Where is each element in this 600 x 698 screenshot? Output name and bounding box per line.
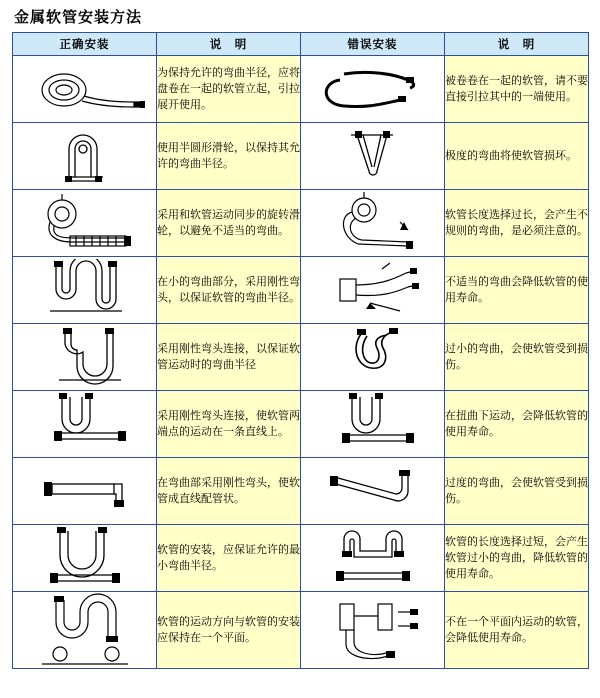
rigid-elbow-at-small-bend-figure [13, 259, 156, 321]
wrong-description-cell: 被卷卷在一起的软管，请不要直接引拉其中的一端使用。 [445, 56, 589, 123]
table-row [13, 592, 589, 669]
hose-over-semicircular-sheave-figure [13, 127, 156, 185]
table-row [13, 123, 589, 190]
table-row [13, 324, 589, 391]
table-header-row [13, 33, 589, 56]
hose-too-long-small-bend-figure [301, 527, 444, 589]
column-header-wrong-description: 说 明 [445, 33, 589, 56]
correct-figure-cell [13, 190, 157, 257]
twisting-motion-figure [301, 393, 444, 455]
column-header-correct-install: 正确安装 [13, 33, 157, 56]
correct-description-cell: 在弯曲部采用刚性弯头，使软管成直线配管状。 [157, 458, 301, 525]
wrong-figure-cell [301, 257, 445, 324]
correct-description-cell: 软管的运动方向与软管的安装应保持在一个平面。 [157, 592, 301, 669]
correct-description-cell: 采用刚性弯头连接，以保证软管运动时的弯曲半径 [157, 324, 301, 391]
wrong-description-cell: 软管长度选择过长，会产生不规则的弯曲，是必须注意的。 [445, 190, 589, 257]
hose-sharp-v-bend-figure [301, 127, 444, 185]
wrong-description-cell: 不适当的弯曲会降低软管的使用寿命。 [445, 257, 589, 324]
table-row [13, 525, 589, 592]
correct-figure-cell [13, 56, 157, 123]
wrong-figure-cell [301, 324, 445, 391]
motion-direction-same-plane-figure [13, 592, 156, 668]
correct-description-cell: 在小的弯曲部分，采用刚性弯头，以保证软管的弯曲半径。 [157, 257, 301, 324]
improper-bend-reduces-life-figure [301, 259, 444, 321]
correct-figure-cell [13, 458, 157, 525]
correct-figure-cell [13, 123, 157, 190]
correct-description-cell: 为保持允许的弯曲半径，应将盘卷在一起的软管立起，引拉展开使用。 [157, 56, 301, 123]
excessive-bend-damage-figure [301, 468, 444, 514]
wrong-figure-cell [301, 56, 445, 123]
table-row [13, 56, 589, 123]
table-row [13, 458, 589, 525]
correct-description-cell: 使用半圆形滑轮，以保持其允许的弯曲半径。 [157, 123, 301, 190]
correct-description-cell: 采用刚性弯头连接，使软管两端点的运动在一条直线上。 [157, 391, 301, 458]
wrong-description-cell: 极度的弯曲将使软管损坏。 [445, 123, 589, 190]
rigid-elbow-ends-inline-figure [13, 393, 156, 455]
wrong-figure-cell [301, 190, 445, 257]
correct-figure-cell [13, 324, 157, 391]
wrong-figure-cell [301, 458, 445, 525]
coiled-hose-pulled-from-middle-figure [301, 60, 444, 118]
hose-with-synchronized-rotating-sheave-figure [13, 192, 156, 254]
wrong-description-cell: 不在一个平面内运动的软管，会降低使用寿命。 [445, 592, 589, 669]
correct-description-cell: 采用和软管运动同步的旋转滑轮，以避免不适当的弯曲。 [157, 190, 301, 257]
hose-installation-table [12, 32, 589, 669]
page-title: 金属软管安装方法 [14, 8, 143, 26]
table-row [13, 190, 589, 257]
correct-figure-cell [13, 257, 157, 324]
too-small-bend-radius-figure [301, 326, 444, 388]
rigid-elbow-connection-u-loop-figure [13, 326, 156, 388]
wrong-figure-cell [301, 525, 445, 592]
column-header-wrong-install: 错误安装 [301, 33, 445, 56]
wrong-description-cell: 在扭曲下运动，会降低软管的使用寿命。 [445, 391, 589, 458]
coiled-hose-standing-upright-figure [13, 60, 156, 118]
wrong-figure-cell [301, 391, 445, 458]
wrong-figure-cell [301, 592, 445, 669]
wrong-description-cell: 软管的长度选择过短，会产生软管过小的弯曲，降低软管的使用寿命。 [445, 525, 589, 592]
wrong-description-cell: 过小的弯曲，会使软管受到损伤。 [445, 324, 589, 391]
wrong-description-cell: 过度的弯曲，会使软管受到损伤。 [445, 458, 589, 525]
table-row [13, 391, 589, 458]
correct-description-cell: 软管的安装，应保证允许的最小弯曲半径。 [157, 525, 301, 592]
correct-figure-cell [13, 391, 157, 458]
correct-figure-cell [13, 525, 157, 592]
correct-figure-cell [13, 592, 157, 669]
table-row [13, 257, 589, 324]
rigid-elbow-straight-piping-figure [13, 468, 156, 514]
hose-too-long-irregular-bend-figure [301, 192, 444, 254]
wrong-figure-cell [301, 123, 445, 190]
motion-out-of-plane-figure [301, 592, 444, 668]
column-header-correct-description: 说 明 [157, 33, 301, 56]
minimum-bend-radius-installation-figure [13, 527, 156, 589]
